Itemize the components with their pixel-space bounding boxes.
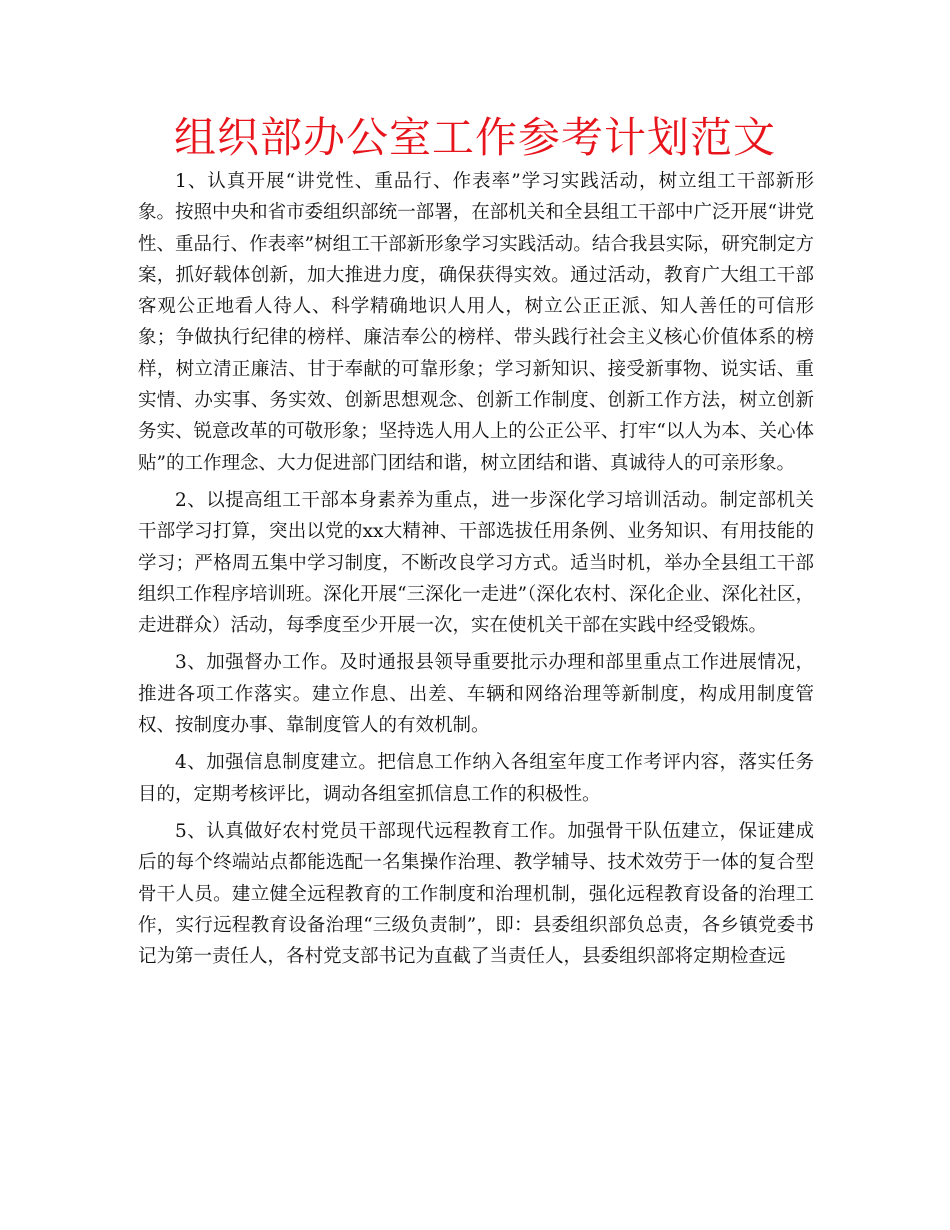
paragraph-5: 5、认真做好农村党员干部现代远程教育工作。加强骨干队伍建立，保证建成后的每个终端站点都能选配一名集操作治理、教学辅导、技术效劳于一体的复合型骨干人员。建立健全远程教育的工作制度和治理机制，强化远程教育设备的治理工作，实行远程教育设备治理“三级负责制”，即：县委组织部负总责，各乡镇党委书记为第一责任人，各村党支部书记为直截了当责任人，县委组织部将定期检查远 [138, 820, 814, 968]
paragraph-1: 1、认真开展“讲党性、重品行、作表率”学习实践活动，树立组工干部新形象。按照中央和省市委组织部统一部署，在部机关和全县组工干部中广泛开展“讲党性、重品行、作表率”树组工干部新形象学习实践活动。结合我县实际，研究制定方案，抓好载体创新，加大推进力度，确保获得实效。通过活动，教育广大组工干部客观公正地看人待人、科学精确地识人用人，树立公正正派、知人善任的可信形象；争做执行纪律的榜样、廉洁奉公的榜样、带头践行社会主义核心价值体系的榜样，树立清正廉洁、甘于奉献的可靠形象；学习新知识、接受新事物、说实话、重实情、办实事、务实效、创新思想观念、创新工作制度、创新工作方法，树立创新务实、锐意改革的可敬形象；坚持选人用人上的公正公平、打牢“以人为本、关心体贴”的工作理念、大力促进部门团结和谐，树立团结和谐、真诚待人的可亲形象。 [138, 171, 814, 474]
document-title: 组织部办公室工作参考计划范文 [173, 113, 776, 162]
paragraph-4: 4、加强信息制度建立。把信息工作纳入各组室年度工作考评内容，落实任务目的，定期考核评比，调动各组室抓信息工作的积极性。 [138, 752, 814, 805]
paragraph-3: 3、加强督办工作。及时通报县领导重要批示办理和部里重点工作进展情况，推进各项工作落实。建立作息、出差、车辆和网络治理等新制度，构成用制度管权、按制度办事、靠制度管人的有效机制。 [138, 652, 814, 737]
paragraph-2: 2、以提高组工干部本身素养为重点，进一步深化学习培训活动。制定部机关干部学习打算，突出以党的xx大精神、干部选拔任用条例、业务知识、有用技能的学习；严格周五集中学习制度，不断改良学习方式。适当时机，举办全县组工干部组织工作程序培训班。深化开展“三深化一走进”（深化农村、深化企业、深化社区，走进群众）活动，每季度至少开展一次，实在使机关干部在实践中经受锻炼。 [138, 489, 814, 637]
document-body [138, 166, 814, 978]
